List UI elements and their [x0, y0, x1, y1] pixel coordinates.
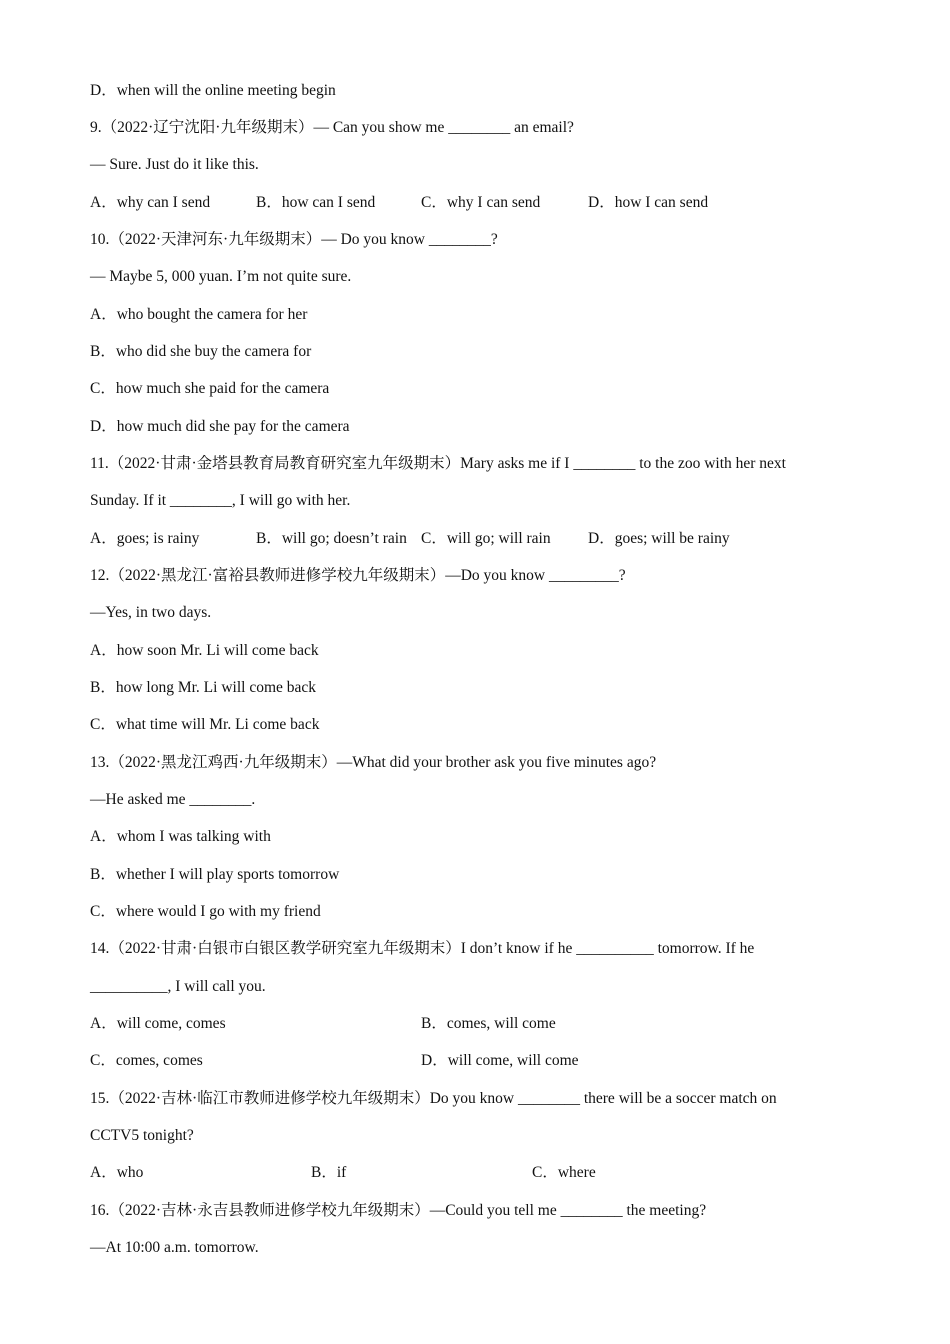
q15-stem-cont: CCTV5 tonight?: [90, 1127, 194, 1144]
q15-stem: 15.（2022·吉林·临江市教师进修学校九年级期末）Do you know ________ there will be a soccer match on: [90, 1090, 777, 1107]
q12-stem: 12.（2022·黑龙江·富裕县教师进修学校九年级期末）—Do you know _________?: [90, 567, 626, 584]
q9-option-d: D．how I can send: [588, 194, 709, 211]
q15-option-b: B．if: [311, 1164, 347, 1181]
q15-option-c: C．where: [532, 1164, 596, 1181]
q10-option-a: A．who bought the camera for her: [90, 306, 308, 323]
q11-option-d: D．goes; will be rainy: [588, 530, 730, 547]
q10-option-d: D．how much did she pay for the camera: [90, 418, 350, 435]
q12-option-c: C．what time will Mr. Li come back: [90, 716, 320, 733]
q16-stem: 16.（2022·吉林·永吉县教师进修学校九年级期末）—Could you tell me ________ the meeting?: [90, 1202, 707, 1219]
q9-reply: — Sure. Just do it like this.: [90, 156, 259, 173]
q9-option-c: C．why I can send: [421, 194, 541, 211]
q11-stem: 11.（2022·甘肃·金塔县教育局教育研究室九年级期末）Mary asks me if I ________ to the zoo with her next: [90, 455, 786, 472]
q11-option-a: A．goes; is rainy: [90, 530, 200, 547]
q11-option-c: C．will go; will rain: [421, 530, 551, 547]
q13-stem: 13.（2022·黑龙江鸡西·九年级期末）—What did your brother ask you five minutes ago?: [90, 754, 657, 771]
q13-reply: —He asked me ________.: [90, 791, 256, 808]
q12-option-b: B．how long Mr. Li will come back: [90, 679, 317, 696]
q10-option-b: B．who did she buy the camera for: [90, 343, 312, 360]
q12-reply: —Yes, in two days.: [90, 604, 212, 621]
q10-option-c: C．how much she paid for the camera: [90, 380, 330, 397]
q15-option-a: A．who: [90, 1164, 144, 1181]
q13-option-b: B．whether I will play sports tomorrow: [90, 866, 340, 883]
q8-option-d: D．when will the online meeting begin: [90, 82, 336, 99]
q11-option-b: B．will go; doesn’t rain: [256, 530, 407, 547]
q10-reply: — Maybe 5, 000 yuan. I’m not quite sure.: [90, 268, 352, 285]
q13-option-c: C．where would I go with my friend: [90, 903, 321, 920]
q14-option-d: D．will come, will come: [421, 1052, 579, 1069]
q14-stem: 14.（2022·甘肃·白银市白银区教学研究室九年级期末）I don’t know if he __________ tomorrow. If he: [90, 940, 755, 957]
q10-stem: 10.（2022·天津河东·九年级期末）— Do you know ________?: [90, 231, 498, 248]
q14-option-c: C．comes, comes: [90, 1052, 203, 1069]
q9-stem: 9.（2022·辽宁沈阳·九年级期末）— Can you show me ________ an email?: [90, 119, 574, 136]
q16-reply: —At 10:00 a.m. tomorrow.: [90, 1239, 259, 1256]
q14-stem-cont: __________, I will call you.: [90, 978, 266, 995]
q9-option-a: A．why can I send: [90, 194, 211, 211]
q11-stem-cont: Sunday. If it ________, I will go with her.: [90, 492, 351, 509]
q14-option-a: A．will come, comes: [90, 1015, 226, 1032]
q13-option-a: A．whom I was talking with: [90, 828, 271, 845]
q9-option-b: B．how can I send: [256, 194, 376, 211]
q12-option-a: A．how soon Mr. Li will come back: [90, 642, 319, 659]
q14-option-b: B．comes, will come: [421, 1015, 556, 1032]
